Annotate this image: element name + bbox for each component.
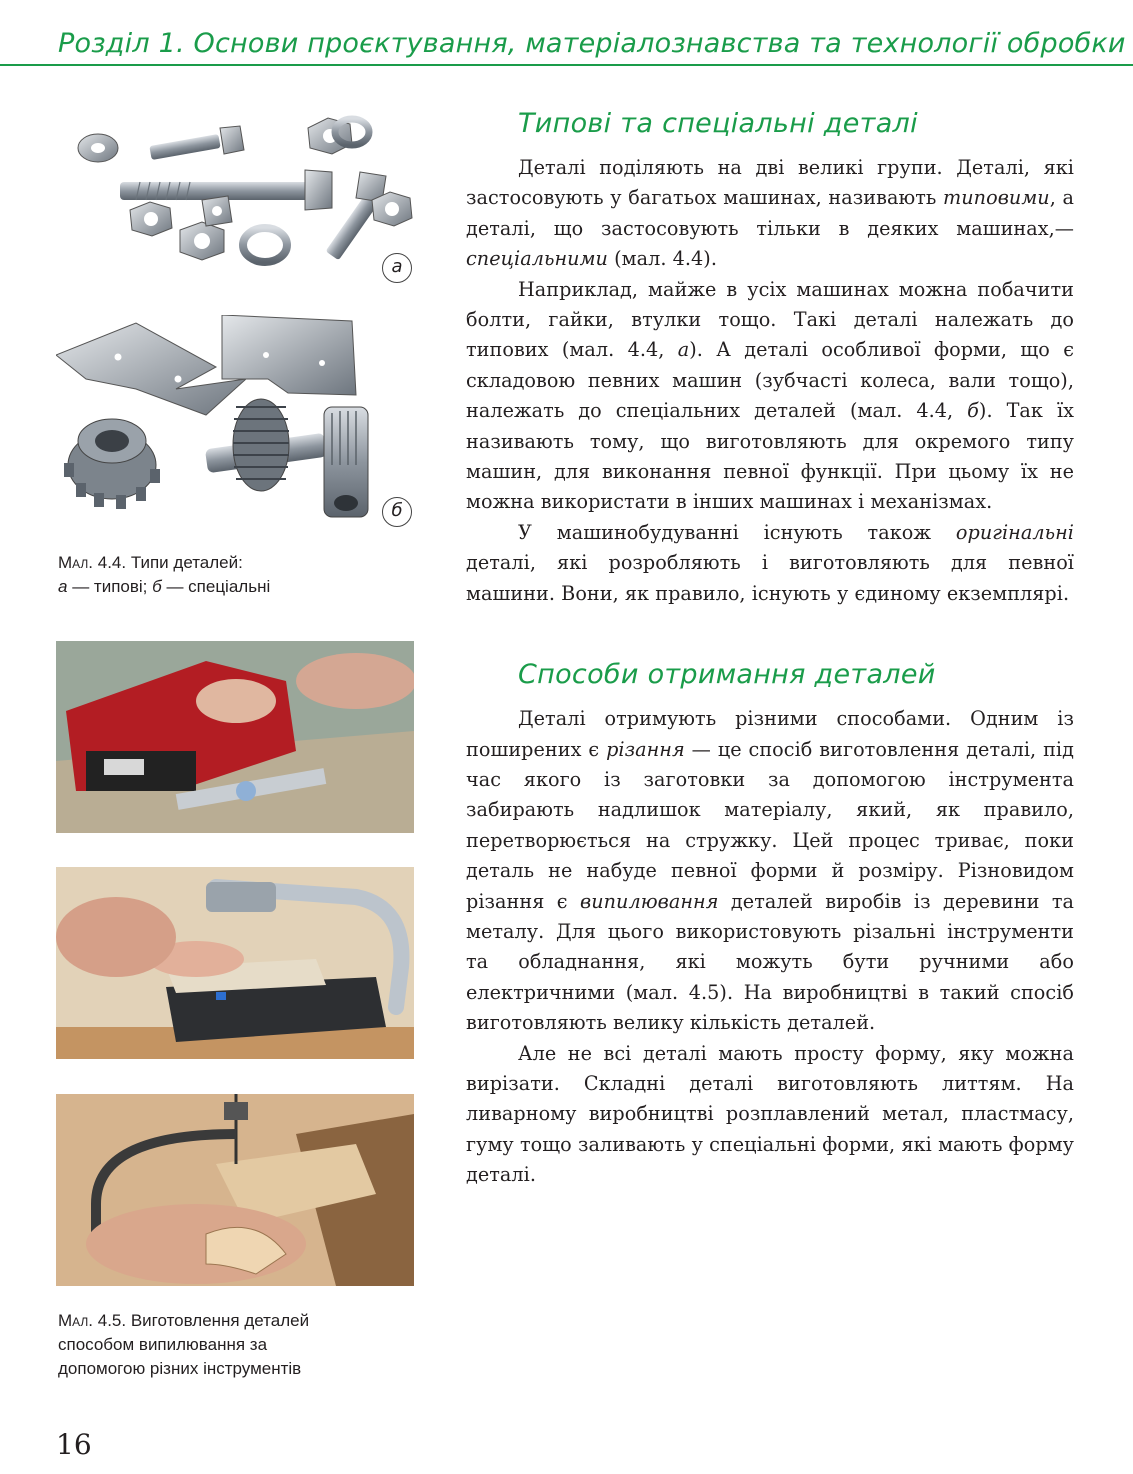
main-text-column — [466, 108, 1074, 1191]
photo-typical-parts — [60, 110, 420, 290]
figure-4-4-caption — [58, 551, 398, 599]
photo-hand-fret-saw — [56, 1094, 414, 1286]
photo-special-parts — [56, 315, 416, 525]
caption-line-3: допомогою різних інструментів — [58, 1359, 302, 1378]
caption-figure-number: Мал. 4.5. — [58, 1311, 127, 1330]
running-header — [0, 22, 1133, 72]
gears-shafts-illustration — [56, 315, 416, 525]
paragraph: Деталі отримують різними способами. Одним із поширених є різання — це спосіб виготовлення деталі, під час якого із заготовки за допомогою інструмента забирають надлишок матеріалу, який, як правило, перетворюється на стружку. Цей процес триває, поки деталь не набуде певної форми й розміру. Різновидом різання є випилювання деталей виробів із деревини та металу. Для цього використовують різальні інструменти та обладнання, які можуть бути ручними або електричними (мал. 4.5). На виробництві в такий спосіб виготовляють велику кількість деталей. — [466, 707, 1074, 1035]
caption-b-text: — спеціальні — [166, 577, 271, 596]
caption-b-marker: б — [152, 577, 162, 596]
paragraph: У машинобудуванні існують також оригінальні деталі, які розробляють і виготовляють для певної машини. Вони, як правило, існують у єдиному екземплярі. — [466, 520, 1074, 605]
caption-a-text: — типові; — [72, 577, 148, 596]
page-number: 16 — [56, 1428, 92, 1461]
paragraph: Але не всі деталі мають просту форму, яку можна вирізати. Складні деталі виготовляють литтям. На ливарному виробництві розплавлений метал, пластмасу, гуму тощо заливають у спеціальні форми, які мають форму деталі. — [466, 1041, 1074, 1187]
caption-title: Типи деталей: — [130, 553, 243, 572]
photo-electric-jigsaw — [56, 641, 414, 833]
figure-4-5-caption — [58, 1309, 398, 1381]
figure-label-b: б — [382, 497, 412, 527]
section-heading-typical-parts: Типові та спеціальні деталі — [518, 108, 918, 139]
bolts-nuts-illustration — [60, 110, 420, 290]
paragraph: Деталі поділяють на дві великі групи. Деталі, які застосовують у багатьох машинах, називають типовими, а деталі, що застосовують тільки в деяких машинах,— спеціальними (мал. 4.4). — [466, 156, 1074, 271]
caption-figure-number: Мал. 4.4. — [58, 553, 127, 572]
fret-saw-illustration — [56, 1094, 414, 1286]
figure-label-a: а — [382, 253, 412, 283]
header-rule — [0, 64, 1133, 66]
section-heading-obtaining-parts: Способи отримання деталей — [518, 659, 936, 691]
paragraph: Наприклад, майже в усіх машинах можна побачити болти, гайки, втулки тощо. Такі деталі належать до типових (мал. 4.4, а). А деталі особливої форми, що є складовою певних машин (зубчасті колеса, вали тощо), належать до спеціальних деталей (мал. 4.4, б). Так їх називають тому, що виготовляють для окремого типу машин, для виконання певної функції. При цьому їх не можна використати в інших машинах і механізмах. — [466, 277, 1074, 514]
caption-line-1: Виготовлення деталей — [130, 1311, 310, 1330]
photo-scroll-saw — [56, 867, 414, 1059]
scroll-saw-illustration — [56, 867, 414, 1059]
caption-a-marker: а — [58, 577, 68, 596]
chapter-title: Розділ 1. Основи проєктування, матеріалознавства та технології обробки — [58, 28, 1126, 59]
jigsaw-illustration — [56, 641, 414, 833]
caption-line-2: способом випилювання за — [58, 1335, 268, 1354]
